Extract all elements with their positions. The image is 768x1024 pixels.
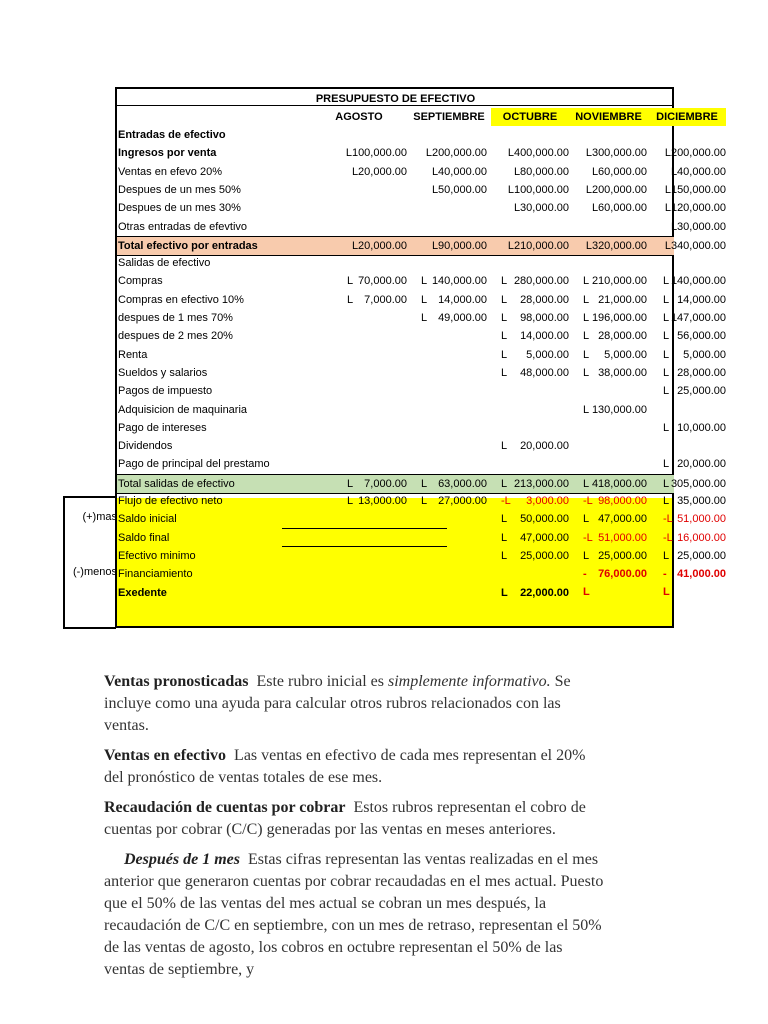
currency-mark: L [501, 477, 508, 490]
currency-mark: L [663, 549, 670, 562]
table-cell: 5,000.00 [604, 348, 647, 361]
table-cell: 56,000.00 [677, 330, 726, 343]
row-label: Financiamiento [118, 568, 193, 581]
table-cell: L400,000.00 [507, 147, 569, 160]
table-cell: 70,000.00 [358, 275, 407, 288]
table-cell: L120,000.00 [664, 202, 726, 215]
underline [282, 546, 447, 547]
currency-mark: L [663, 348, 670, 361]
table-cell: 98,000.00 [598, 495, 647, 507]
table-cell: 3,000.00 [526, 495, 569, 507]
currency-mark: -L [583, 531, 593, 544]
table-cell: 196,000.00 [591, 312, 647, 324]
currency-mark: L [583, 293, 590, 306]
paragraph-text: Las ventas en efectivo de cada mes representan el 20% del pronóstico de ventas totales de ese mes. [104, 747, 586, 786]
table-cell: 35,000.00 [677, 495, 726, 507]
table-row [117, 547, 726, 565]
underline [282, 528, 447, 529]
table-cell: 130,000.00 [591, 403, 647, 416]
table-cell: L210,000.00 [507, 239, 569, 252]
currency-mark: L [501, 531, 508, 544]
currency-mark: L [347, 275, 354, 288]
currency-mark: L [663, 293, 670, 306]
term-recaudacion: Recaudación de cuentas por cobrar [104, 799, 346, 816]
table-cell: 48,000.00 [520, 366, 569, 379]
currency-mark: L [501, 440, 508, 453]
table-cell: 147,000.00 [670, 312, 726, 324]
currency-mark: L [663, 366, 670, 379]
table-cell: L150,000.00 [664, 183, 726, 196]
currency-mark: L [501, 586, 508, 599]
row-label: Flujo de efectivo neto [118, 495, 223, 507]
table-cell: 20,000.00 [520, 440, 569, 453]
month-header: AGOSTO [335, 111, 383, 123]
table-row [117, 218, 726, 236]
row-label: Pago de principal del prestamo [118, 458, 270, 471]
paragraph-text: Estas cifras representan las ventas realizadas en el mes anterior que generaron cuentas por cobrar recaudadas en el mes actual. Puesto que el 50% de las ventas del mes actual se cobran un mes después, la recaudación de C/C en septiembre, con un mes de retraso, representan el 50% de las ventas de agosto, los cobros en octubre representan el 50% de las ventas de septiembre, y [104, 851, 604, 978]
currency-mark: L [663, 385, 670, 398]
table-cell: 305,000.00 [670, 477, 726, 490]
table-row [117, 529, 726, 547]
table-cell: L20,000.00 [351, 165, 407, 178]
table-row [117, 309, 726, 327]
table-cell: 7,000.00 [364, 477, 407, 490]
row-label: Saldo final [118, 531, 170, 544]
month-header: NOVIEMBRE [569, 108, 648, 126]
table-cell: L200,000.00 [425, 147, 487, 160]
row-label: despues de 2 mes 20% [118, 330, 233, 343]
table-cell: 98,000.00 [520, 312, 569, 324]
table-cell: L100,000.00 [345, 147, 407, 160]
table-cell: L200,000.00 [664, 147, 726, 160]
table-row [117, 236, 726, 256]
row-label: Ingresos por venta [118, 147, 217, 160]
table-cell: 140,000.00 [431, 275, 487, 288]
table-row [117, 419, 726, 437]
row-label: Compras [118, 275, 163, 288]
row-label: Pago de intereses [118, 421, 207, 434]
table-cell: 210,000.00 [591, 275, 647, 288]
cash-budget-sheet [63, 87, 726, 629]
table-cell: 47,000.00 [520, 531, 569, 544]
row-label: Otras entradas de efevtivo [118, 220, 248, 233]
table-cell: 47,000.00 [598, 513, 647, 526]
currency-mark: L [583, 403, 590, 416]
month-header: OCTUBRE [491, 108, 569, 126]
table-cell: 28,000.00 [677, 366, 726, 379]
row-label: Efectivo minimo [118, 549, 196, 562]
table-cell: 14,000.00 [520, 330, 569, 343]
table-cell: L30,000.00 [670, 220, 726, 233]
table-row [117, 510, 726, 528]
table-cell: L50,000.00 [431, 183, 487, 196]
table-cell: L20,000.00 [351, 239, 407, 252]
paragraph-text: Se incluye como una ayuda para calcular otros rubros relacionados con las ventas. [104, 673, 571, 734]
table-cell: L60,000.00 [591, 165, 647, 178]
table-cell: 27,000.00 [438, 495, 487, 507]
side-label-minus: (-)menos [72, 566, 117, 578]
table-cell: 38,000.00 [598, 366, 647, 379]
table-cell: 25,000.00 [598, 549, 647, 562]
currency-mark: L [583, 348, 590, 361]
currency-mark: -L [663, 568, 670, 599]
table-cell: 20,000.00 [677, 458, 726, 471]
currency-mark: L [583, 513, 590, 526]
currency-mark: L [583, 330, 590, 343]
currency-mark: -L [663, 531, 673, 544]
table-cell: 28,000.00 [520, 293, 569, 306]
table-cell: L60,000.00 [591, 202, 647, 215]
table-cell: 7,000.00 [364, 293, 407, 306]
currency-mark: -L [583, 568, 590, 599]
table-row [117, 382, 726, 400]
explanatory-text [104, 671, 604, 981]
paragraph-text: Estos rubros representan el cobro de cuentas por cobrar (C/C) generadas por las ventas en meses anteriores. [104, 799, 586, 838]
table-row [117, 474, 726, 494]
table-cell: 14,000.00 [677, 293, 726, 306]
currency-mark: L [663, 312, 670, 324]
table-cell: 418,000.00 [591, 477, 647, 490]
month-header: SEPTIEMBRE [413, 111, 485, 123]
currency-mark: L [583, 366, 590, 379]
currency-mark: L [421, 312, 428, 324]
italic-text: simplemente informativo. [388, 673, 551, 690]
currency-mark: -L [583, 495, 593, 507]
row-label: Sueldos y salarios [118, 366, 208, 379]
side-label-box [63, 496, 116, 629]
table-row [117, 455, 726, 473]
term-despues-1-mes: Después de 1 mes [124, 851, 240, 868]
row-label: despues de 1 mes 70% [118, 312, 233, 324]
table-cell: 25,000.00 [677, 549, 726, 562]
table-cell: 76,000.00 [598, 568, 647, 581]
table-cell: L340,000.00 [664, 239, 726, 252]
currency-mark: L [501, 366, 508, 379]
table-row [117, 584, 674, 602]
currency-mark: L [663, 421, 670, 434]
currency-mark: L [421, 275, 428, 288]
row-label: Total efectivo por entradas [118, 239, 258, 252]
currency-mark: L [501, 293, 508, 306]
table-cell: 140,000.00 [670, 275, 726, 288]
table-row [117, 199, 726, 217]
table-cell: 10,000.00 [677, 421, 726, 434]
currency-mark: L [663, 477, 670, 490]
row-label: Dividendos [118, 440, 173, 453]
currency-mark: L [501, 330, 508, 343]
currency-mark: L [663, 330, 670, 343]
currency-mark: L [501, 513, 508, 526]
row-label: Saldo inicial [118, 513, 177, 526]
term-ventas-efectivo: Ventas en efectivo [104, 747, 227, 764]
table-cell: L30,000.00 [513, 202, 569, 215]
currency-mark: L [347, 477, 354, 490]
table-cell: 25,000.00 [520, 549, 569, 562]
table-row [117, 144, 726, 162]
table-row [117, 272, 726, 290]
table-row [117, 346, 726, 364]
row-label: Renta [118, 348, 148, 361]
table-row [117, 327, 726, 345]
row-label: Compras en efectivo 10% [118, 293, 244, 306]
table-cell: L200,000.00 [585, 183, 647, 196]
table-row [117, 492, 726, 510]
table-cell: L300,000.00 [585, 147, 647, 160]
row-label: Salidas de efectivo [118, 257, 211, 270]
side-label-plus: (+)mas [82, 511, 117, 523]
table-cell: L320,000.00 [585, 239, 647, 252]
currency-mark: L [501, 348, 508, 361]
table-row [117, 181, 726, 199]
month-header: DICIEMBRE [648, 108, 726, 126]
table-cell: 280,000.00 [513, 275, 569, 288]
row-label: Exedente [118, 586, 167, 599]
table-cell: 51,000.00 [598, 531, 647, 544]
currency-mark: -L [663, 513, 673, 526]
currency-mark: L [583, 312, 590, 324]
table-cell: L80,000.00 [513, 165, 569, 178]
month-header-row [117, 108, 718, 126]
table-cell: 41,000.00 [677, 568, 726, 581]
row-label: Entradas de efectivo [118, 129, 226, 141]
table-cell: 51,000.00 [677, 513, 726, 526]
table-cell: 16,000.00 [677, 531, 726, 544]
table-cell: 28,000.00 [598, 330, 647, 343]
table-row [117, 291, 726, 309]
table-cell: 5,000.00 [526, 348, 569, 361]
table-cell: L100,000.00 [507, 183, 569, 196]
table-cell: 50,000.00 [520, 513, 569, 526]
currency-mark: L [501, 312, 508, 324]
table-row [117, 126, 674, 144]
currency-mark: L [347, 495, 354, 507]
table-cell: 213,000.00 [513, 477, 569, 490]
table-row [117, 254, 674, 272]
row-label: Despues de un mes 30% [118, 202, 241, 215]
currency-mark: L [583, 549, 590, 562]
table-cell: 13,000.00 [358, 495, 407, 507]
currency-mark: L [663, 458, 670, 471]
currency-mark: L [583, 477, 590, 490]
currency-mark: L [421, 477, 428, 490]
table-cell: 21,000.00 [598, 293, 647, 306]
table-cell: 25,000.00 [677, 385, 726, 398]
table-cell: 5,000.00 [683, 348, 726, 361]
currency-mark: L [501, 549, 508, 562]
currency-mark: -L [501, 495, 511, 507]
currency-mark: L [663, 275, 670, 288]
row-label: Pagos de impuesto [118, 385, 213, 398]
currency-mark: L [347, 293, 354, 306]
term-ventas-pronosticadas: Ventas pronosticadas [104, 673, 249, 690]
paragraph-text: Este rubro inicial es [256, 673, 384, 690]
currency-mark: L [663, 495, 670, 507]
table-cell: 22,000.00 [520, 586, 569, 599]
row-label: Despues de un mes 50% [118, 183, 241, 196]
table-cell: L40,000.00 [670, 165, 726, 178]
table-row [117, 364, 726, 382]
table-row [117, 401, 674, 419]
table-cell: L40,000.00 [431, 165, 487, 178]
table-cell: L90,000.00 [431, 239, 487, 252]
currency-mark: L [421, 495, 428, 507]
table-row [117, 437, 674, 455]
table-row [117, 163, 726, 181]
table-cell: 49,000.00 [438, 312, 487, 324]
currency-mark: L [501, 275, 508, 288]
currency-mark: L [421, 293, 428, 306]
table-cell: 63,000.00 [438, 477, 487, 490]
table-cell: 14,000.00 [438, 293, 487, 306]
row-label: Adquisicion de maquinaria [118, 403, 248, 416]
row-label: Ventas en efevo 20% [118, 165, 222, 178]
table-title: PRESUPUESTO DE EFECTIVO [315, 93, 476, 105]
row-label: Total salidas de efectivo [118, 477, 235, 490]
currency-mark: L [583, 275, 590, 288]
